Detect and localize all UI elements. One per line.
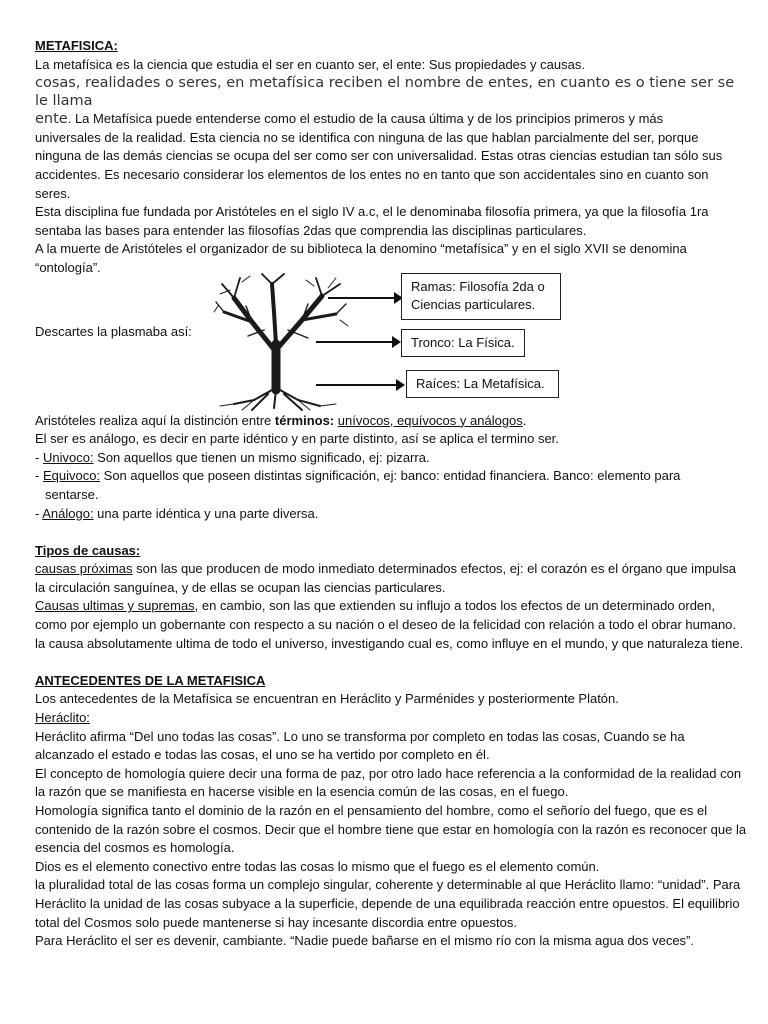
term-equivoco-label: Equivoco:: [42, 468, 101, 484]
ramas-box: [401, 273, 561, 320]
term-univoco-label: Univoco:: [42, 449, 94, 465]
term-analogo-def: una parte idéntica y una parte diversa.: [93, 505, 319, 521]
antecedentes-p6: la pluralidad total de las cosas forma un complejo singular, coherente y determinable al que Heráclito llamo: “unidad”. Para Heráclito la unidad de las cosas subyace a la superficie, depende de una equilibrada reacción entre opuestos. El equilibrio total del Cosmos solo puede mantenerse si hay incesante discordia entre opuestos.: [35, 877, 741, 930]
arrow-tronco: [316, 341, 399, 343]
terms-intro-bold: términos:: [274, 412, 335, 428]
antecedentes-p3: El concepto de homología quiere decir una forma de paz, por otro lado hace referencia a la conformidad de la realidad con la razón que se manifiesta en hacerse visible en la esencia común de las cosas, en el fuego.: [35, 765, 742, 800]
causas-heading: Tipos de causas:: [35, 542, 141, 558]
descartes-tree-diagram: [35, 278, 747, 412]
antecedentes-p5: Dios es el elemento conectivo entre todas las cosas lo mismo que el fuego es el elemento común.: [35, 858, 600, 874]
term-univoco-def: Son aquellos que tienen un mismo significado, ej: pizarra.: [93, 449, 430, 465]
causas-ultimas-term: Causas ultimas y supremas: [35, 598, 195, 614]
antecedentes-p1: Los antecedentes de la Metafísica se encuentran en Heráclito y Parménides y posteriormente Platón.: [35, 691, 619, 707]
antecedentes-p2: Heráclito afirma “Del uno todas las cosas”. Lo uno se transforma por completo en todas las cosas, Cuando se ha alcanzado el estado e todas las cosas, el uno se ha vertido por completo en él.: [35, 728, 685, 763]
tronco-label: Tronco: La Física.: [411, 334, 515, 350]
tronco-box: [401, 329, 525, 358]
term-equivoco-def: Son aquellos que poseen distintas significación, ej: banco: entidad financiera. Banco: elemento para: [100, 468, 681, 484]
antecedentes-heading: ANTECEDENTES DE LA METAFISICA: [35, 672, 266, 688]
intro-entes-line: cosas, realidades o seres, en metafísica reciben el nombre de entes, en cuanto es o tiene ser se le llama: [35, 75, 735, 110]
term-analogo: [35, 505, 747, 524]
ramas-line-2: Ciencias particulares.: [411, 297, 536, 313]
term-analogo-dash: -: [35, 505, 43, 521]
causas-absoluta: la causa absolutamente ultima de todo el universo, investigando cual es, como influye en el mundo, y que naturaleza tiene.: [35, 635, 744, 651]
term-equivoco-cont: sentarse.: [45, 486, 99, 502]
terms-intro-end: .: [522, 412, 527, 428]
intro-universales: universales de la realidad. Esta ciencia no se identifica con ninguna de las que hablan parcialmente del ser, porque ninguna de las demás ciencias se ocupa del ser como ser con universalidad. Estas otras ciencias estudian tan sólo sus accidentes. Es necesario considerar los elementos de los entes no en tanto que son accidentales sino en cuanto son seres.: [35, 129, 723, 201]
antecedentes-p4: Homología significa tanto el dominio de la razón en el pensamiento del hombre, como el señorío del fuego, que es el contenido de la razón sobre el cosmos. Decir que el hombre tiene que estar en homología con la razón es reconocer que la esencia del cosmos es homología.: [35, 803, 747, 856]
term-univoco: [35, 449, 747, 468]
spacer: [35, 523, 747, 542]
diagram-label: Descartes la plasmaba así:: [35, 323, 192, 339]
term-equivoco-dash: -: [35, 468, 43, 484]
term-equivoco: [35, 467, 747, 486]
raices-box: [406, 370, 559, 399]
doc-title: METAFISICA:: [35, 38, 118, 53]
term-univoco-dash: -: [35, 449, 43, 465]
spacer: [35, 653, 747, 672]
terms-analog-line: El ser es análogo, es decir en parte idéntico y en parte distinto, así se aplica el termino ser.: [35, 431, 559, 447]
intro-ente-rest: . La Metafísica puede entenderse como el estudio de la causa última y de los principios primeros y más: [67, 111, 664, 127]
arrow-ramas: [328, 297, 401, 299]
intro-aristoteles: Esta disciplina fue fundada por Aristóteles en el siglo IV a.c, el le denominaba filosofía primera, ya que la filosofía 1ra sentaba las bases para entender las filosofías 2das que comprendia las disciplinas particulares.: [35, 204, 709, 238]
intro-definition: La metafísica es la ciencia que estudia el ser en cuanto ser, el ente: Sus propiedades y causas.: [35, 56, 585, 72]
terms-intro: [35, 412, 747, 431]
causas-proximas: [35, 560, 747, 597]
causas-ultimas: [35, 597, 747, 634]
causas-ultimas-def: , en cambio, son las que extienden su influjo a todos los efectos de un determinado orden, como por ejemplo un gobernante con respecto a su nación o el deseo de la felicidad con relación a todo el obrar humano.: [35, 598, 737, 633]
intro-ente-line: [35, 110, 747, 129]
raices-label: Raíces: La Metafísica.: [416, 375, 545, 391]
arrow-raices: [316, 384, 403, 386]
intro-ente-word: ente: [35, 111, 68, 128]
causas-proximas-term: causas próximas: [35, 561, 133, 577]
heraclito-heading: Heráclito:: [35, 710, 90, 726]
ramas-line-1: Ramas: Filosofía 2da o: [411, 278, 545, 294]
antecedentes-p7: Para Heráclito el ser es devenir, cambiante. “Nadie puede bañarse en el mismo río con la misma agua dos veces”.: [35, 933, 694, 949]
intro-ontologia: A la muerte de Aristóteles el organizador de su biblioteca la denomino “metafísica” y en el siglo XVII se denomina “ontología”.: [35, 241, 687, 275]
term-analogo-label: Análogo:: [42, 505, 94, 521]
causas-proximas-def: son las que producen de modo inmediato determinados efectos, ej: el corazón es el órgano que impulsa la circulación sanguínea, y de ellas se ocupan las ciencias particulares.: [35, 561, 736, 595]
terms-intro-underlined: unívocos, equívocos y análogos: [337, 412, 523, 428]
document-page: [35, 37, 747, 951]
terms-intro-text: Aristóteles realiza aquí la distinción entre: [35, 412, 275, 428]
